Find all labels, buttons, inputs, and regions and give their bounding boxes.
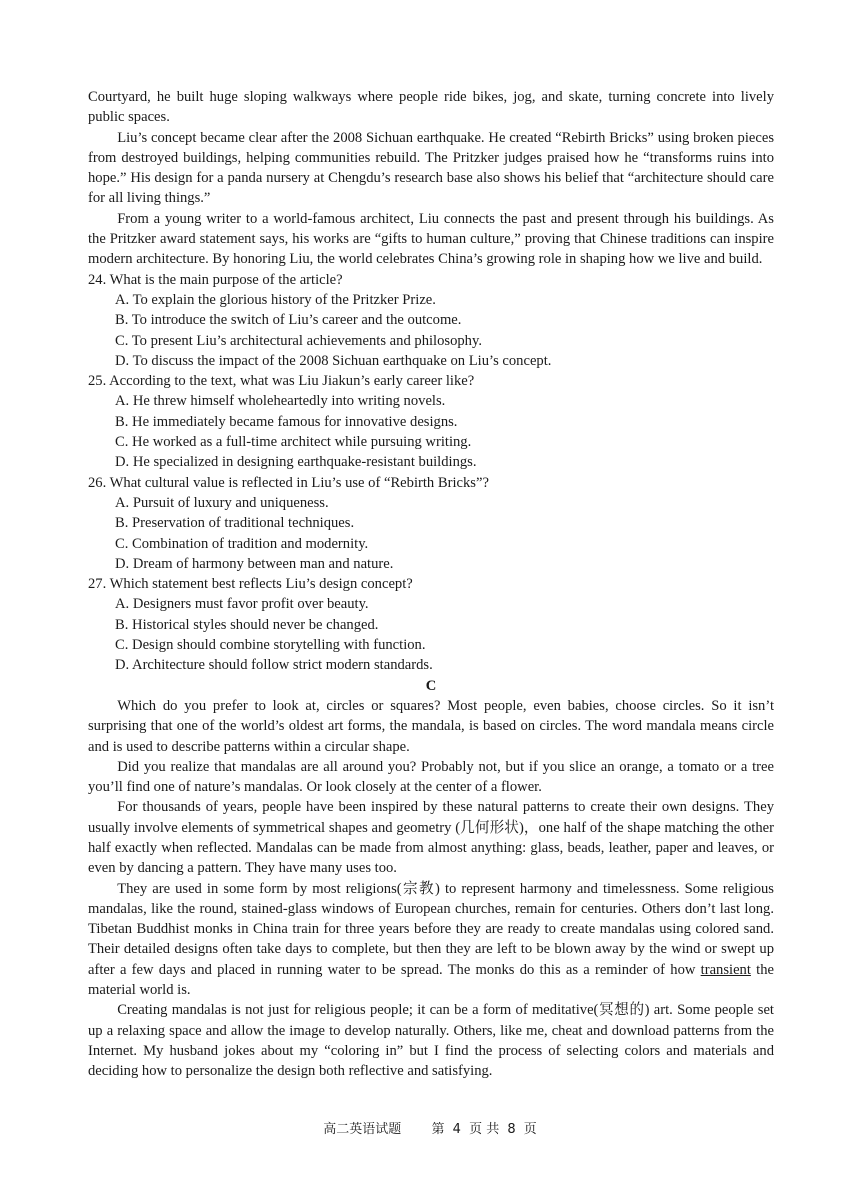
- answer-option: D. Dream of harmony between man and nature.: [115, 555, 394, 572]
- passage-c-paragraph: Did you realize that mandalas are all around you? Probably not, but if you slice an orange, a tomato or a tree you’ll find one of nature’s mandalas. Or look closely at the center of a flower.: [88, 758, 774, 796]
- paragraph-text: They are used in some form by most religions(宗教) to represent harmony and timelessness. Some religious mandalas, like the round, stained-glass windows of European churches, remain for centuries. Others don’t last long. Tibetan Buddhist monks in China train for three years before they are ready to create mandalas using colored sand. Their detailed designs often take days to complete, but then they are left to be blown away by the wind or swept up after a few days and placed in running water to be spread. The monks do this as a reminder of how: [88, 880, 774, 978]
- answer-option: D. He specialized in designing earthquake-resistant buildings.: [115, 454, 477, 471]
- passage-c-paragraph: For thousands of years, people have been inspired by these natural patterns to create their own designs. They usually involve elements of symmetrical shapes and geometry (几何形状)，one half of the shape matching the other half exactly when reflected. Mandalas can be made from almost anything: glass, beads, leather, paper and leaves, or even by dancing a pattern. They have many uses too.: [88, 799, 774, 877]
- footer-page-mid: 页 共: [469, 1122, 500, 1137]
- answer-option: D. Architecture should follow strict modern standards.: [115, 657, 433, 674]
- answer-option: A. To explain the glorious history of the Pritzker Prize.: [115, 291, 436, 308]
- answer-option: A. He threw himself wholeheartedly into writing novels.: [115, 393, 446, 410]
- page-footer: [0, 1118, 860, 1137]
- question-27: [88, 574, 774, 675]
- question-stem: 24. What is the main purpose of the article?: [88, 271, 343, 288]
- answer-option: C. Design should combine storytelling with function.: [115, 637, 426, 654]
- footer-page-number: 4: [452, 1122, 461, 1137]
- answer-option: A. Pursuit of luxury and uniqueness.: [115, 494, 329, 511]
- answer-option: C. He worked as a full-time architect while pursuing writing.: [115, 434, 472, 451]
- passage-b-paragraph: From a young writer to a world-famous architect, Liu connects the past and present through his buildings. As the Pritzker award statement says, his works are “gifts to human culture,” proving that Chinese traditions can inspire modern architecture. By honoring Liu, the world celebrates China’s growing role in shaping how we live and build.: [88, 210, 774, 268]
- paragraph-text: the material world is.: [88, 961, 774, 999]
- answer-option: B. To introduce the switch of Liu’s career and the outcome.: [115, 312, 462, 329]
- answer-option: D. To discuss the impact of the 2008 Sichuan earthquake on Liu’s concept.: [115, 352, 552, 369]
- section-title: C: [425, 677, 437, 694]
- footer-page-suffix: 页: [523, 1122, 537, 1137]
- underlined-word: transient: [700, 961, 751, 978]
- footer-page-prefix: 第: [431, 1122, 445, 1137]
- answer-option: C. To present Liu’s architectural achievements and philosophy.: [115, 332, 482, 349]
- question-26: [88, 473, 774, 574]
- passage-b-paragraph: Liu’s concept became clear after the 2008 Sichuan earthquake. He created “Rebirth Bricks” using broken pieces from destroyed buildings, helping communities rebuild. The Pritzker judges praised how he “transforms ruins into hope.” His design for a panda nursery at Chengdu’s research base also shows his belief that “architecture should care for all living things.”: [88, 129, 774, 207]
- page-content: [88, 87, 774, 1082]
- answer-option: B. Historical styles should never be changed.: [115, 616, 379, 633]
- answer-option: C. Combination of tradition and modernity.: [115, 535, 369, 552]
- question-stem: 26. What cultural value is reflected in Liu’s use of “Rebirth Bricks”?: [88, 474, 489, 491]
- answer-option: A. Designers must favor profit over beauty.: [115, 596, 369, 613]
- footer-subject: 高二英语试题: [323, 1122, 402, 1137]
- question-25: [88, 371, 774, 472]
- answer-option: B. He immediately became famous for innovative designs.: [115, 413, 458, 430]
- passage-c-paragraph: Which do you prefer to look at, circles or squares? Most people, even babies, choose circles. So it isn’t surprising that one of the world’s oldest art forms, the mandala, is based on circles. The word mandala means circle and is used to describe patterns within a circular shape.: [88, 697, 774, 755]
- question-24: [88, 270, 774, 371]
- passage-c-paragraph: [88, 879, 774, 1001]
- answer-option: B. Preservation of traditional techniques.: [115, 515, 355, 532]
- question-stem: 25. According to the text, what was Liu Jiakun’s early career like?: [88, 373, 475, 390]
- footer-total-pages: 8: [507, 1122, 516, 1137]
- passage-c-paragraph: Creating mandalas is not just for religious people; it can be a form of meditative(冥想的) art. Some people set up a relaxing space and allow the image to develop naturally. Others, like me, cheat and download patterns from the Internet. My husband jokes about my “coloring in” but I find the process of selecting colors and materials and deciding how to personalize the design both reflective and satisfying.: [88, 1002, 774, 1080]
- passage-b-paragraph: Courtyard, he built huge sloping walkways where people ride bikes, jog, and skate, turning concrete into lively public spaces.: [88, 89, 774, 126]
- question-stem: 27. Which statement best reflects Liu’s design concept?: [88, 576, 413, 593]
